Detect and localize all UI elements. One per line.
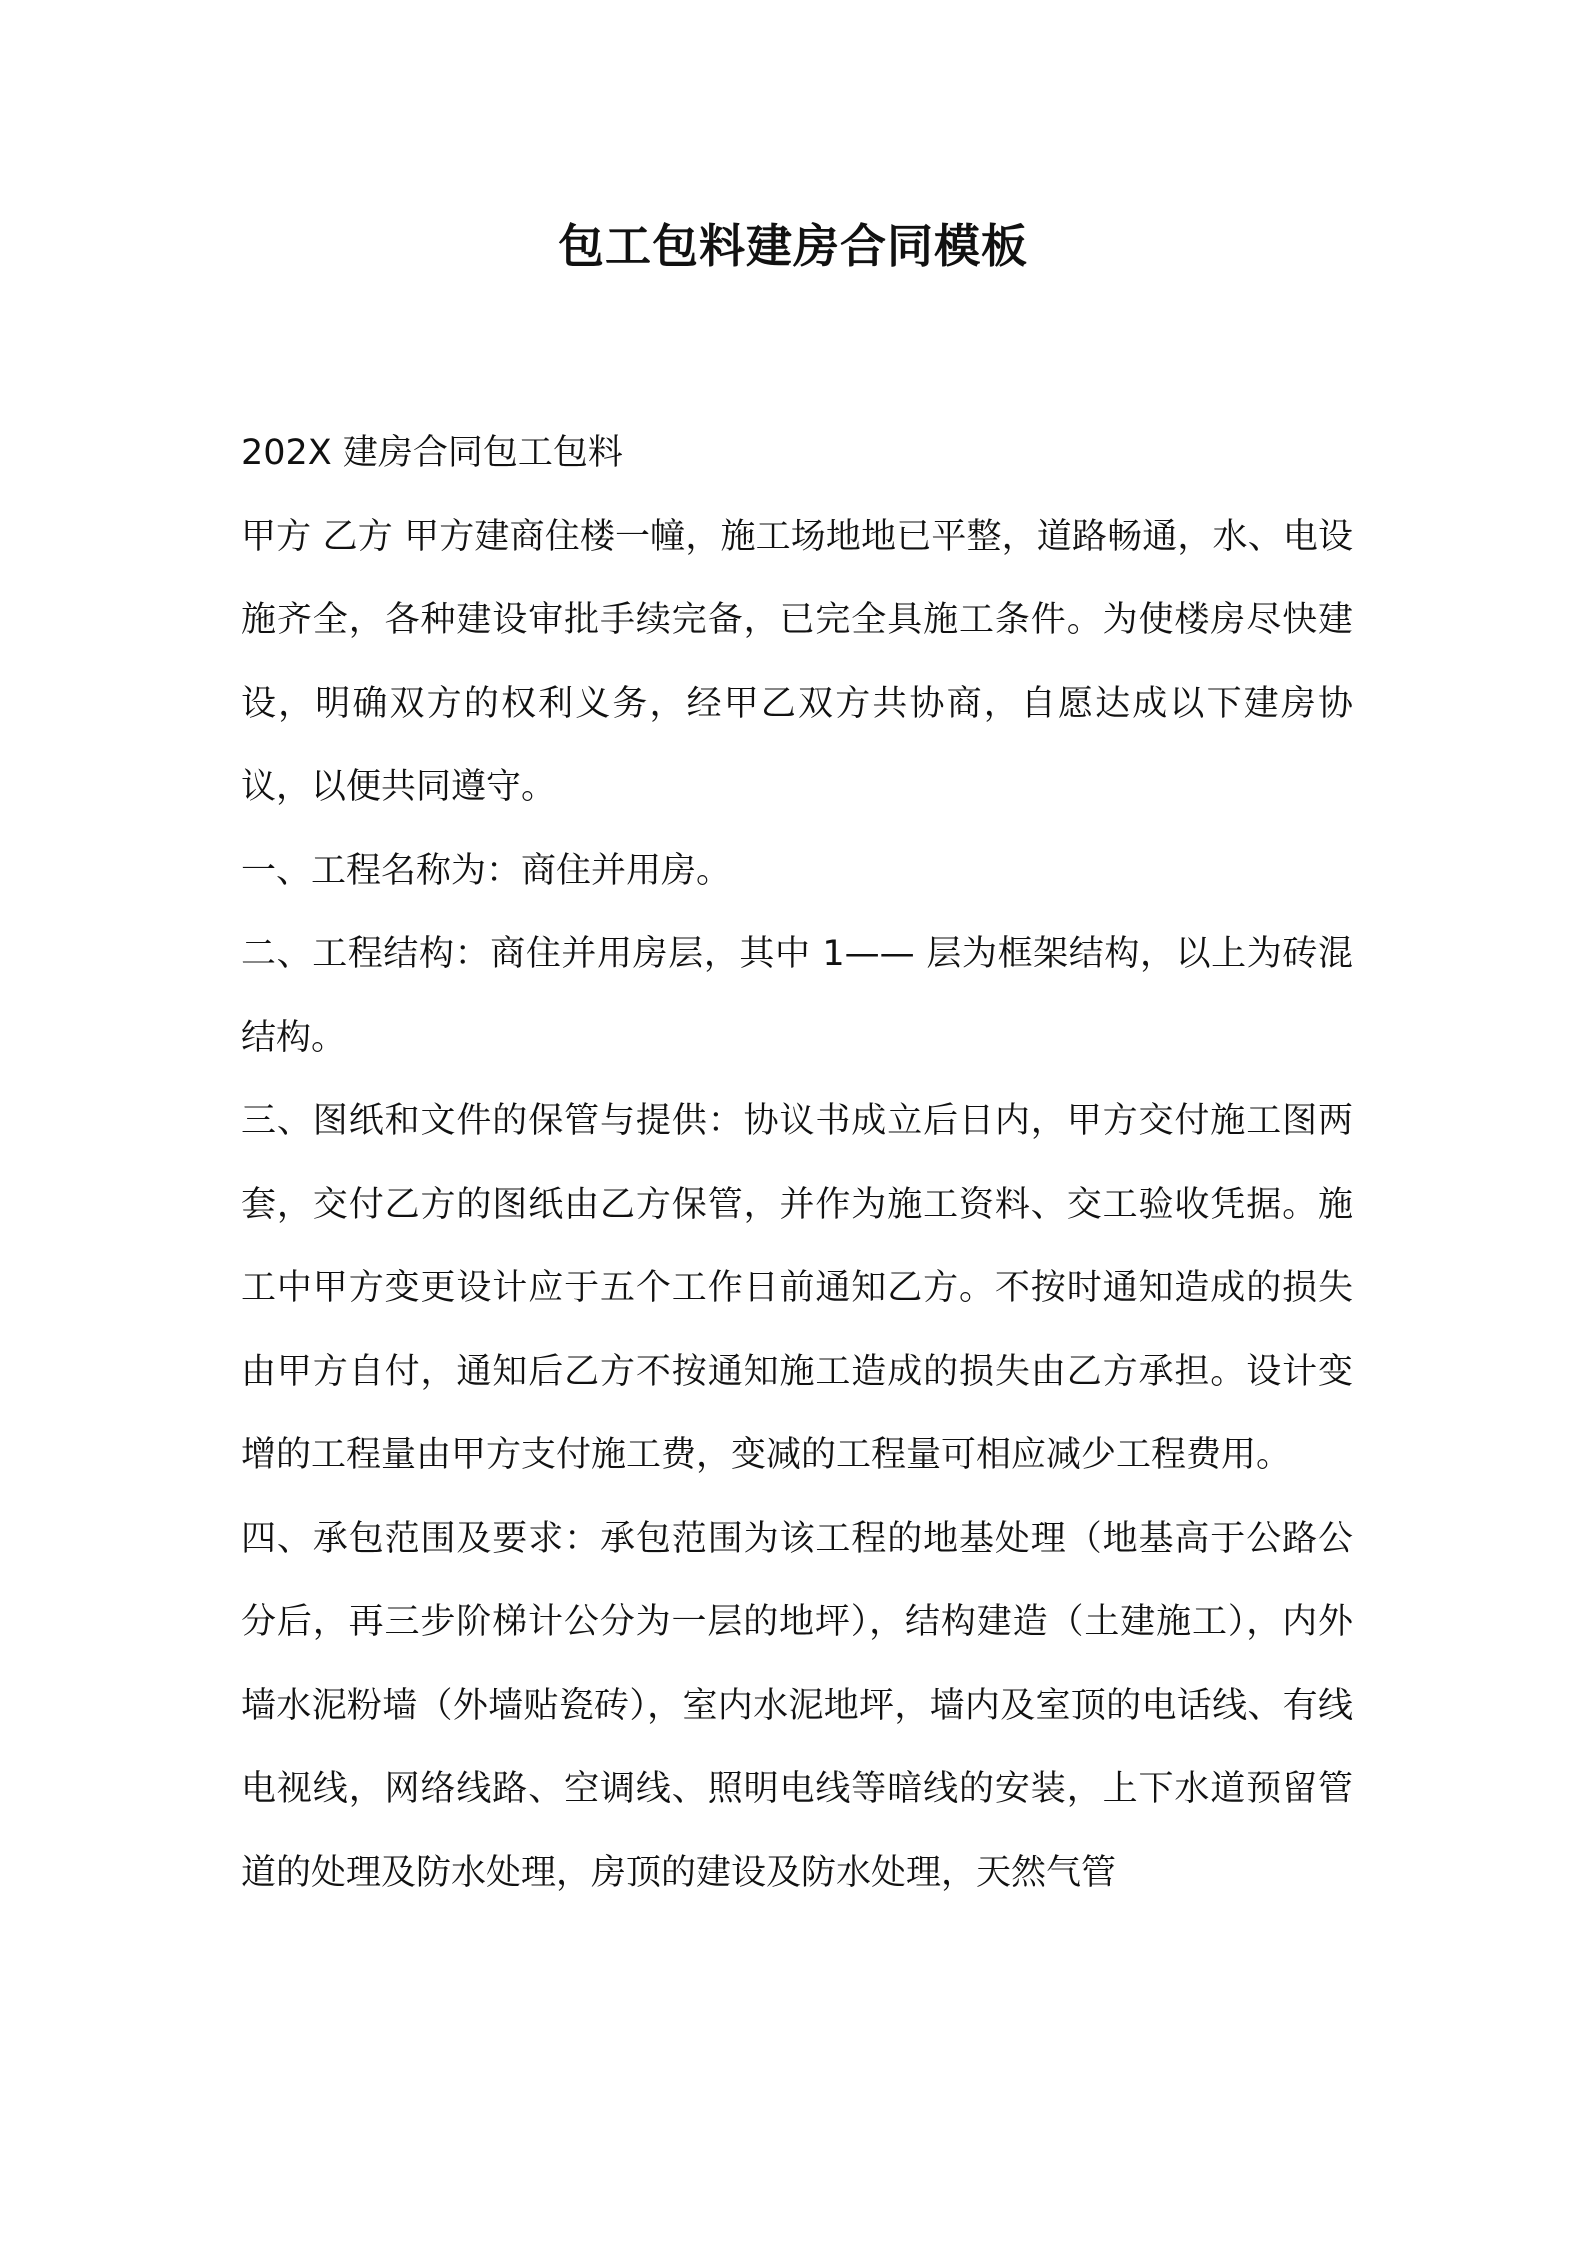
paragraph-preamble: 甲方 乙方 甲方建商住楼一幢，施工场地地已平整，道路畅通，水、电设施齐全，各种建设审批手续完备，已完全具施工条件。为使楼房尽快建设，明确双方的权利义务，经甲乙双方共协商，自愿达成以下建房协议，以便共同遵守。 [241,516,1353,807]
document-body [241,412,1353,1915]
paragraph-clause-2: 二、工程结构：商住并用房层，其中 1—— 层为框架结构，以上为砖混结构。 [241,934,1353,1058]
document-title: 包工包料建房合同模板 [558,219,1028,273]
paragraph-clause-1: 一、工程名称为：商住并用房。 [241,850,732,891]
paragraph-clause-4: 四、承包范围及要求：承包范围为该工程的地基处理（地基高于公路公分后，再三步阶梯计公分为一层的地坪），结构建造（土建施工），内外墙水泥粉墙（外墙贴瓷砖），室内水泥地坪，墙内及室顶的电话线、有线电视线，网络线路、空调线、照明电线等暗线的安装，上下水道预留管道的处理及防水处理，房顶的建设及防水处理，天然气管 [241,1518,1353,1893]
paragraph-clause-3: 三、图纸和文件的保管与提供：协议书成立后日内，甲方交付施工图两套，交付乙方的图纸由乙方保管，并作为施工资料、交工验收凭据。施工中甲方变更设计应于五个工作日前通知乙方。不按时通知造成的损失由甲方自付，通知后乙方不按通知施工造成的损失由乙方承担。设计变增的工程量由甲方支付施工费，变减的工程量可相应减少工程费用。 [241,1101,1353,1475]
paragraph-heading: 202X 建房合同包工包料 [241,433,623,473]
